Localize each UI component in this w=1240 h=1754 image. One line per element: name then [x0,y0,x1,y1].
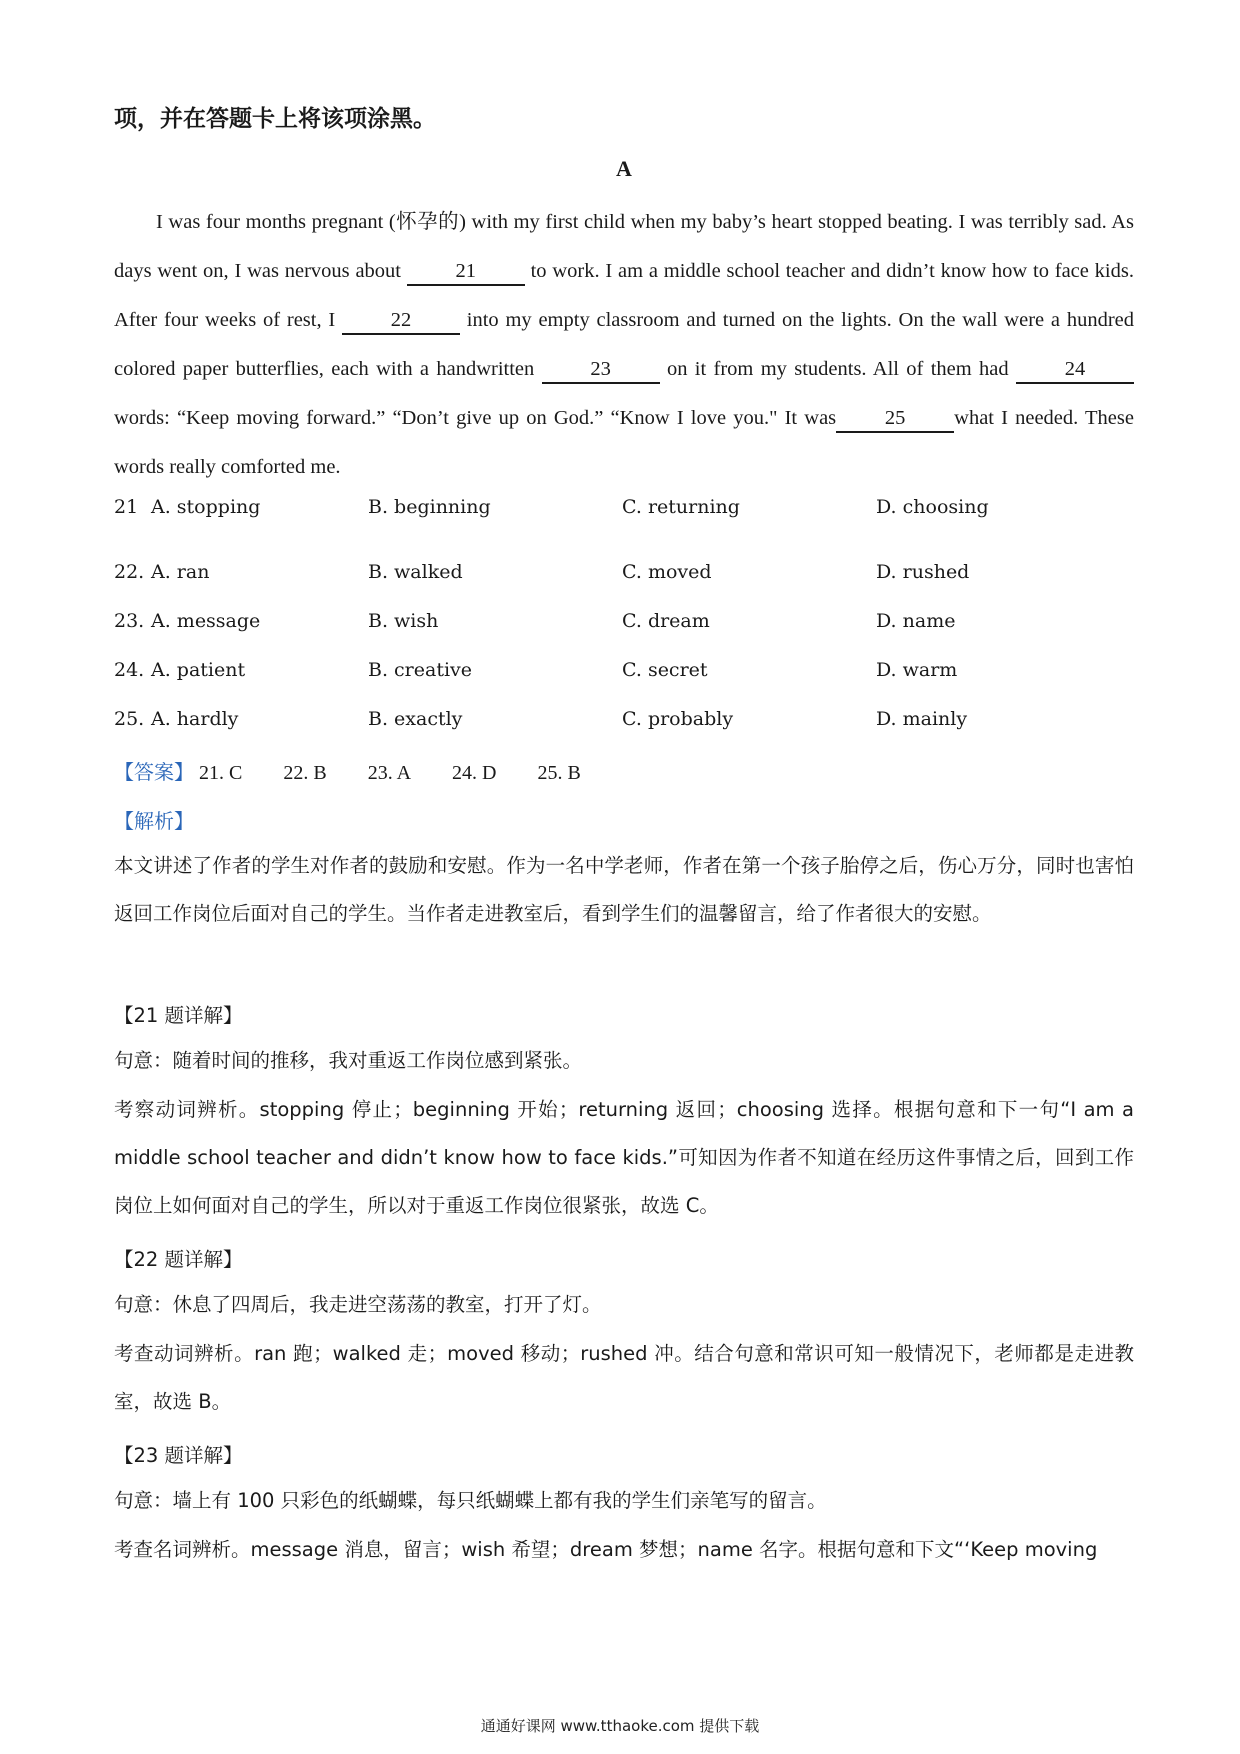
option-d: D. rushed [876,561,970,583]
blank-24: 24 [1016,356,1134,384]
option-c: C. probably [622,708,734,730]
blank-21: 21 [407,258,525,286]
question-number: 22. [114,561,145,583]
option-a: A. stopping [151,496,261,518]
option-row [114,561,1134,591]
detail-21-heading: 【21 题详解】 [114,1004,243,1027]
passage-text: I was four months pregnant (怀孕的) with my first child when my baby’s heart stopped beating. I was terribly sad. As days went on, I was nervous about [114,211,1134,282]
blank-22: 22 [342,307,460,335]
answer-item: 23. A [367,762,412,784]
summary-paragraph: 本文讲述了作者的学生对作者的鼓励和安慰。作为一名中学老师，作者在第一个孩子胎停之后，伤心万分，同时也害怕返回工作岗位后面对自己的学生。当作者走进教室后，看到学生们的温馨留言，给了作者很大的安慰。 [114,854,1134,925]
detail-22-meaning: 句意：休息了四周后，我走进空荡荡的教室，打开了灯。 [114,1293,602,1316]
blank-23: 23 [542,356,660,384]
option-row [114,708,1134,738]
detail-23-meaning: 句意：墙上有 100 只彩色的纸蝴蝶，每只纸蝴蝶上都有我的学生们亲笔写的留言。 [114,1489,827,1512]
question-number: 21 [114,496,139,518]
option-b: B. creative [368,659,473,681]
detail-23-heading: 【23 题详解】 [114,1444,243,1467]
passage-text: into my empty classroom and turned on the lights. On the wall were a hundred colored paper butterflies, each with a handwritten [114,309,1134,380]
blank-25: 25 [836,405,954,433]
option-row [114,610,1134,640]
instruction-heading: 项，并在答题卡上将该项涂黑。 [114,106,436,132]
detail-23-explanation: 考查名词辨析。message 消息，留言；wish 希望；dream 梦想；name 名字。根据句意和下文“‘Keep moving [114,1538,1098,1561]
analysis-tag: 【解析】 [114,809,194,833]
answer-item: 22. B [283,762,327,784]
option-c: C. secret [622,659,708,681]
option-b: B. exactly [368,708,463,730]
passage-text: what I needed. These words really comforted me. [114,407,1134,478]
cloze-passage [114,198,1134,492]
answer-tag: 【答案】 [114,760,194,784]
question-number: 24. [114,659,145,681]
option-d: D. choosing [876,496,989,518]
option-d: D. name [876,610,956,632]
detail-22-heading: 【22 题详解】 [114,1248,243,1271]
option-b: B. beginning [368,496,491,518]
option-d: D. mainly [876,708,968,730]
option-a: A. message [151,610,261,632]
question-number: 23. [114,610,145,632]
passage-text: words: “Keep moving forward.” “Don’t give up on God.” “Know I love you." It was [114,407,837,429]
option-a: A. hardly [151,708,239,730]
option-b: B. wish [368,610,439,632]
passage-text: on it from my students. All of them had [659,358,1016,380]
option-a: A. patient [151,659,246,681]
option-c: C. dream [622,610,710,632]
option-a: A. ran [151,561,210,583]
option-d: D. warm [876,659,958,681]
answer-item: 25. B [537,762,581,784]
detail-22-explanation: 考查动词辨析。ran 跑；walked 走；moved 移动；rushed 冲。结合句意和常识可知一般情况下，老师都是走进教室，故选 B。 [114,1342,1134,1413]
question-number: 25. [114,708,145,730]
section-letter: A [616,156,632,181]
option-row [114,496,1134,526]
detail-21-explanation: 考察动词辨析。stopping 停止；beginning 开始；returning 返回；choosing 选择。根据句意和下一句“I am a middle school teacher and didn’t know how to face kids.”可知因为作者不知道在经历这件事情之后，回到工作岗位上如何面对自己的学生，所以对于重返工作岗位很紧张，故选 C。 [114,1098,1134,1217]
page-footer: 通通好课网 www.tthaoke.com 提供下载 [480,1717,760,1735]
option-row [114,659,1134,689]
detail-21-meaning: 句意：随着时间的推移，我对重返工作岗位感到紧张。 [114,1049,583,1072]
option-c: C. moved [622,561,712,583]
answer-line [114,756,617,785]
option-c: C. returning [622,496,740,518]
passage-text: to work. I am a middle school teacher and didn’t know how to face kids. After four weeks of rest, I [114,260,1134,331]
option-b: B. walked [368,561,463,583]
answer-item: 21. C [199,762,243,784]
answer-item: 24. D [452,762,497,784]
